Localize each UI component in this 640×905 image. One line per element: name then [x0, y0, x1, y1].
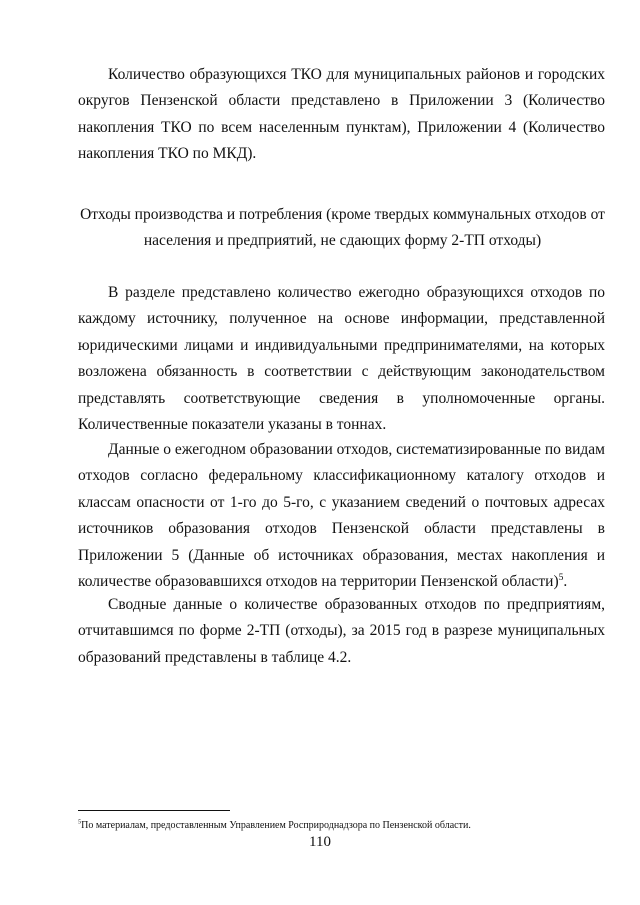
paragraph-summary-data: Сводные данные о количестве образованных отходов по предприятиям, отчитавшимся по форме 2-ТП (отходы), за 2015 год в разрезе муниципальных образований представлены в таблице 4.2. [78, 596, 605, 666]
paragraph-section-description: В разделе представлено количество ежегодно образующихся отходов по каждому источнику, полученное на основе информации, представленной юридическими лицами и индивидуальными предпринимателями, на которых возложена обязанность в соответствии с действующим законодательством представлять соответствующие сведения в уполномоченные органы. Количественные показатели указаны в тоннах. [78, 284, 605, 434]
footnote-separator [78, 810, 230, 811]
page-number: 110 [309, 834, 331, 850]
section-heading-line-2: населения и предприятий, не сдающих форму 2-ТП отходы) [143, 232, 542, 249]
paragraph-tko-quantity: Количество образующихся ТКО для муниципальных районов и городских округов Пензенской области представлено в Приложении 3 (Количество накопления ТКО по всем населенным пунктам), Приложении 4 (Количество накопления ТКО по МКД). [78, 66, 605, 163]
footnote-marker: 5 [78, 818, 82, 826]
paragraph-end-period: . [563, 573, 568, 591]
footnote-reference[interactable]: 5 [558, 571, 564, 583]
footnote [78, 819, 605, 832]
footnote-text: По материалам, предоставленным Управлением Росприроднадзора по Пензенской области. [81, 820, 471, 831]
paragraph-annual-waste-text: Данные о ежегодном образовании отходов, систематизированные по видам отходов согласно федеральному классификационному каталогу отходов и классам опасности от 1-го до 5-го, с указанием сведений о почтовых адресах источников образования отходов Пензенской области представлены в Приложении 5 (Данные об источниках образования, местах накопления и количестве образовавшихся отходов на территории Пензенской области) [78, 441, 605, 591]
section-heading-line-1: Отходы производства и потребления (кроме твердых коммунальных отходов от [80, 206, 605, 223]
paragraph-annual-waste-data [78, 437, 605, 595]
